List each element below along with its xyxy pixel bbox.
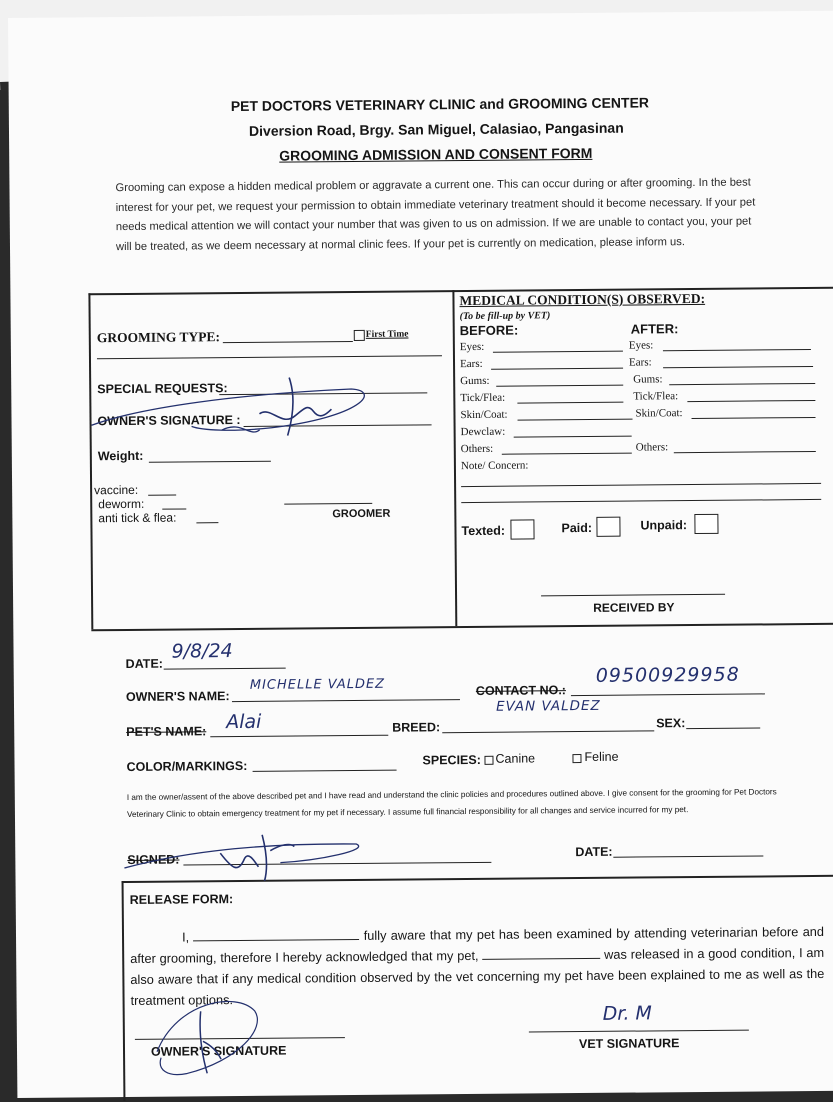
after-skin: Skin/Coat: bbox=[635, 407, 683, 420]
signed-label: SIGNED: bbox=[127, 852, 180, 867]
pet-name-line bbox=[210, 735, 388, 738]
contact-label: CONTACT NO.: bbox=[475, 683, 566, 698]
release-text-2: fully aware that my pet has been examined by attending veterinarian before and after grooming, therefore I hereby acknowledged that my pet, bbox=[130, 923, 825, 966]
canine-label: Canine bbox=[495, 751, 536, 766]
vet-signature-line bbox=[529, 1030, 749, 1033]
after-label: AFTER: bbox=[630, 321, 679, 337]
pet-name-value: Alai bbox=[226, 710, 262, 734]
color-line bbox=[253, 770, 397, 772]
note-line-1 bbox=[461, 483, 821, 487]
paid-label: Paid: bbox=[561, 520, 593, 536]
medical-subtitle: (To be fill-up by VET) bbox=[459, 310, 551, 323]
release-pet-blank bbox=[482, 946, 600, 960]
after-tick-line bbox=[687, 400, 815, 402]
release-name-blank bbox=[193, 927, 359, 941]
received-by-line bbox=[541, 594, 725, 597]
before-tick: Tick/Flea: bbox=[460, 391, 506, 405]
grooming-type-label: GROOMING TYPE: bbox=[96, 329, 220, 346]
color-label: COLOR/MARKINGS: bbox=[126, 758, 248, 774]
before-dewclaw-line bbox=[514, 436, 632, 438]
box-divider bbox=[452, 290, 457, 626]
owner-signature-scribble bbox=[81, 365, 382, 478]
consent-paragraph: I am the owner/assent of the above described pet and I have read and understand the clinic policies and procedures outlined above. I give consent for the grooming for Pet Doctors Veterinary Clinic to obtain emergency treatment for my pet if necessary. I assume full financial responsibility for all changes and service incurred for my pet. bbox=[126, 787, 777, 819]
note-line-2 bbox=[461, 499, 821, 503]
received-by-label: RECEIVED BY bbox=[593, 600, 675, 615]
pet-name-label: PET'S NAME: bbox=[126, 724, 207, 739]
feline-checkbox[interactable] bbox=[572, 754, 581, 763]
before-skin: Skin/Coat: bbox=[460, 408, 508, 422]
sex-line bbox=[686, 727, 760, 729]
intro-paragraph: Grooming can expose a hidden medical problem or aggravate a current one. This can occur during or after grooming. In the best interest for your pet, we request your permission to obtain immediate veterinary treatment should it become necessary. If your pet needs medical attention we will contact your number that was given to us on admission. If we are unable to contact you, your pet will be treated, as we deem necessary at normal clinic fees. If your pet is currently on medication, please inform us. bbox=[115, 176, 756, 253]
release-owner-signature-scribble bbox=[136, 981, 277, 1082]
after-ears: Ears: bbox=[628, 356, 652, 369]
after-ears-line bbox=[663, 366, 813, 368]
owner-name-line bbox=[232, 699, 460, 702]
first-time-checkbox[interactable] bbox=[354, 330, 365, 341]
feline-label: Feline bbox=[584, 749, 619, 764]
after-tick: Tick/Flea: bbox=[633, 390, 679, 403]
deworm-line bbox=[162, 508, 186, 509]
after-eyes: Eyes: bbox=[628, 339, 654, 352]
date-label-2: DATE: bbox=[575, 844, 613, 860]
before-others-line bbox=[502, 453, 632, 455]
after-others-line bbox=[674, 451, 816, 453]
vaccine-line bbox=[148, 495, 176, 496]
canine-checkbox[interactable] bbox=[484, 756, 493, 765]
before-ears-line bbox=[491, 368, 623, 370]
release-title: RELEASE FORM: bbox=[129, 892, 234, 907]
before-gums: Gums: bbox=[460, 374, 490, 388]
texted-label: Texted: bbox=[461, 523, 506, 539]
grooming-type-line-2 bbox=[97, 355, 442, 359]
after-gums: Gums: bbox=[633, 373, 663, 386]
paid-checkbox[interactable] bbox=[596, 517, 620, 537]
form-title: GROOMING ADMISSION AND CONSENT FORM bbox=[279, 144, 593, 164]
sex-label: SEX: bbox=[656, 716, 686, 731]
vaccine-label: vaccine: bbox=[94, 482, 139, 498]
release-text-3: was released in a good condition, I am also aware that if any medical condition observed by the vet concerning my pet have been explained to me as well as the treatment options. bbox=[130, 944, 825, 1008]
contact-line bbox=[571, 693, 765, 696]
owner-name-value: MICHELLE VALDEZ bbox=[249, 676, 386, 693]
weight-label: Weight: bbox=[97, 448, 144, 464]
before-gums-line bbox=[496, 385, 623, 387]
texted-checkbox[interactable] bbox=[510, 519, 534, 539]
before-label: BEFORE: bbox=[459, 322, 519, 339]
vet-sign-value: Dr. M bbox=[602, 1002, 652, 1025]
after-others: Others: bbox=[635, 441, 669, 454]
before-eyes: Eyes: bbox=[459, 340, 485, 354]
release-left-border bbox=[122, 881, 126, 1101]
anti-tick-label: anti tick & flea: bbox=[98, 510, 177, 526]
unpaid-label: Unpaid: bbox=[640, 518, 688, 533]
signed-signature-scribble bbox=[120, 820, 371, 882]
first-time-label: First Time bbox=[365, 329, 409, 340]
species-label: SPECIES: bbox=[422, 752, 481, 768]
release-text-1: I, bbox=[181, 929, 190, 945]
groomer-label: GROOMER bbox=[332, 507, 391, 521]
anti-tick-line bbox=[196, 522, 218, 523]
date-line bbox=[164, 668, 286, 670]
date-value: 9/8/24 bbox=[171, 640, 233, 663]
before-ears: Ears: bbox=[459, 357, 483, 371]
before-tick-line bbox=[517, 402, 623, 404]
release-owner-signature-label: OWNER'S SIGNATURE bbox=[150, 1043, 287, 1059]
before-eyes-line bbox=[493, 351, 623, 353]
breed-line bbox=[442, 730, 654, 733]
clinic-name: PET DOCTORS VETERINARY CLINIC and GROOMING CENTER bbox=[230, 94, 650, 115]
box-bottom-border bbox=[91, 623, 833, 632]
before-skin-line bbox=[518, 419, 633, 421]
evan-value: EVAN VALDEZ bbox=[495, 697, 601, 715]
before-dewclaw: Dewclaw: bbox=[460, 425, 506, 439]
date-label: DATE: bbox=[125, 656, 163, 671]
owner-signature-label: OWNER'S SIGNATURE : bbox=[97, 412, 241, 429]
date-line-2 bbox=[613, 855, 763, 857]
grooming-type-line bbox=[223, 341, 353, 343]
groomer-line bbox=[284, 503, 372, 505]
clinic-address: Diversion Road, Brgy. San Miguel, Calasiao, Pangasinan bbox=[248, 119, 624, 139]
after-skin-line bbox=[692, 417, 816, 419]
form-paper bbox=[8, 11, 833, 1098]
vet-signature-label: VET SIGNATURE bbox=[578, 1036, 680, 1052]
after-gums-line bbox=[669, 383, 815, 385]
before-others: Others: bbox=[460, 442, 494, 456]
special-requests-label: SPECIAL REQUESTS: bbox=[97, 381, 228, 397]
unpaid-checkbox[interactable] bbox=[694, 514, 718, 534]
owner-name-label: OWNER'S NAME: bbox=[125, 689, 230, 704]
after-eyes-line bbox=[663, 349, 811, 351]
note-concern: Note/ Concern: bbox=[460, 459, 529, 473]
deworm-label: deworm: bbox=[98, 496, 145, 512]
contact-value: 09500929958 bbox=[595, 663, 740, 687]
medical-title: MEDICAL CONDITION(S) OBSERVED: bbox=[459, 290, 706, 309]
breed-label: BREED: bbox=[392, 720, 441, 735]
